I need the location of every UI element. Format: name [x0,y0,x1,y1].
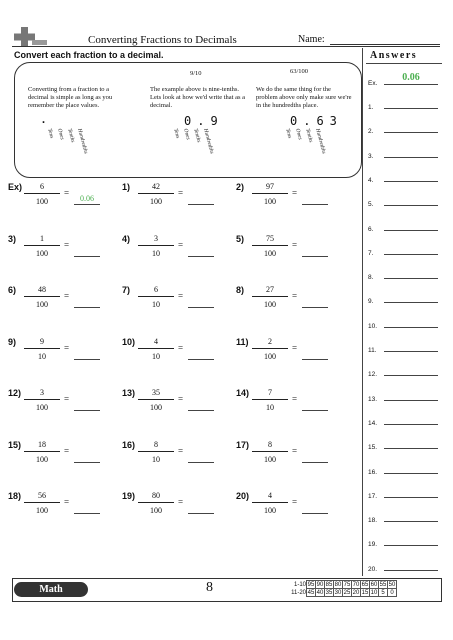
score-row-label: 1-10 [293,581,306,588]
answer-field[interactable] [302,297,328,308]
place-value-label: Tens [284,128,293,140]
place-value-label: Ones [182,128,191,141]
example-text-3: We do the same thing for the problem above only make sure we're in the hundredths place. [256,86,352,109]
fraction [138,285,174,309]
numerator: 6 [24,182,60,194]
problem-number: 19) [122,491,136,501]
answer-key-field[interactable] [384,436,438,449]
problem-number: 13) [122,388,136,398]
equals-sign: = [178,497,184,507]
answer-label: 12. [368,371,378,379]
problem-number: 2) [236,182,245,192]
answer-field[interactable] [302,246,328,257]
score-cell: 45 [307,589,315,596]
numerator: 8 [252,440,288,452]
fraction [252,337,288,361]
fraction [252,234,288,258]
fraction [24,337,60,361]
problem-number: 7) [122,285,131,295]
fraction [138,182,174,206]
denominator: 100 [36,248,48,258]
score-cell: 50 [388,581,396,588]
answer-field[interactable] [188,503,214,514]
equals-sign: = [64,188,70,198]
place-value-label: Tenths [66,128,76,144]
example-decimal-2: 0.63 [290,114,343,128]
equals-sign: = [64,239,70,250]
problem-number: 3) [8,233,17,244]
fraction [24,234,60,258]
equals-sign: = [178,188,184,198]
fraction [24,491,60,515]
score-cell: 85 [325,581,333,588]
answer-label: 11. [368,347,377,354]
equals-sign: = [64,291,70,301]
answer-field[interactable] [188,400,214,411]
answer-label: 17. [368,492,378,500]
problem-number: 4) [122,233,131,244]
denominator: 100 [264,197,276,206]
score-cell: 25 [343,589,351,596]
decimal-point-marker: . [42,112,45,126]
answer-field[interactable] [74,452,100,463]
example-text-1: Converting from a fraction to a decimal is simple as long as you remember the place values. [28,86,113,109]
answer-example-label: Ex. [368,80,378,87]
worksheet-title: Converting Fractions to Decimals [88,34,237,46]
numerator: 56 [24,491,60,503]
problem-number: 11) [236,336,249,347]
problem-number: 18) [8,491,22,501]
name-field[interactable] [330,44,440,45]
answer-key-field[interactable] [384,145,438,158]
problem-number: 9) [8,336,17,347]
answer-key-field[interactable] [384,363,438,376]
answer-label: 20. [368,565,378,573]
fraction [24,440,60,464]
answer-key-field[interactable] [384,242,438,255]
fraction [24,388,60,412]
score-cell: 30 [334,589,342,596]
example-fraction-1: 9/10 [190,70,202,77]
answer-field[interactable] [188,452,214,463]
fraction [252,182,288,206]
answer-label: 19. [368,541,378,549]
numerator: 75 [252,234,288,246]
place-value-label: Tenths [304,128,314,144]
fraction [252,491,288,515]
example-text-2: The example above is nine-tenths. Lets look at how we'd write that as a decimal. [150,86,246,109]
denominator: 100 [36,506,48,515]
answer-key-field[interactable] [384,509,438,522]
problem-number: 5) [236,233,245,244]
equals-sign: = [292,394,298,404]
denominator: 100 [150,403,162,412]
denominator: 100 [264,248,276,258]
numerator: 80 [138,491,174,503]
denominator: 10 [152,454,160,464]
problem-number: 6) [8,285,17,295]
denominator: 100 [264,454,276,464]
problem-number: 17) [236,439,250,450]
answer-label: 8. [368,274,374,282]
numerator: 42 [138,182,174,194]
answer-label: 13. [368,395,378,403]
answer-field[interactable] [302,194,328,205]
problem-number: 20) [236,491,250,501]
denominator: 10 [266,403,274,412]
answer-field[interactable]: 0.06 [74,194,100,205]
fraction [24,285,60,309]
name-label: Name: [298,34,325,45]
numerator: 7 [252,388,288,400]
answer-field[interactable] [302,503,328,514]
answer-key-field[interactable] [384,388,438,401]
denominator: 100 [36,454,48,464]
place-value-label: Hundredths [76,128,89,155]
answer-key-field[interactable] [384,193,438,206]
score-cell: 40 [316,589,324,596]
score-cell: 70 [352,581,360,588]
numerator: 35 [138,388,174,400]
equals-sign: = [178,239,184,250]
score-cell: 65 [361,581,369,588]
answer-key-field[interactable] [384,339,438,352]
numerator: 8 [138,440,174,452]
problem-number: 12) [8,388,22,398]
equals-sign: = [292,239,298,250]
fraction [138,440,174,464]
answer-label: 15. [368,444,378,452]
answer-key-field[interactable] [384,412,438,425]
answer-key-field[interactable] [384,96,438,109]
denominator: 10 [152,248,160,258]
example-decimal-1: 0.9 [184,114,224,128]
answer-field[interactable] [74,297,100,308]
numerator: 3 [24,388,60,400]
numerator: 6 [138,285,174,297]
answer-key-field[interactable] [384,485,438,498]
divider [12,46,440,47]
answer-field[interactable] [302,452,328,463]
numerator: 18 [24,440,60,452]
denominator: 10 [38,351,46,361]
place-value-label: Hundredths [314,128,327,155]
answer-key-field[interactable] [384,533,438,546]
denominator: 100 [36,403,48,412]
score-cell: 35 [325,589,333,596]
place-value-label: Hundredths [202,128,215,155]
answer-field[interactable] [188,246,214,257]
problem-number: 10) [122,336,136,347]
equals-sign: = [178,291,184,301]
score-cell: 20 [352,589,360,596]
answer-label: 3. [368,152,374,160]
equals-sign: = [292,291,298,301]
answer-label: 6. [368,225,374,233]
score-cell: 10 [370,589,378,596]
answer-label: 10. [368,322,378,330]
numerator: 1 [24,234,60,246]
numerator: 48 [24,285,60,297]
fraction [252,440,288,464]
answers-heading: Answers [370,50,418,61]
answer-key-field[interactable] [384,290,438,303]
answer-field[interactable] [188,349,214,360]
answer-field[interactable] [74,246,100,257]
equals-sign: = [64,342,70,353]
score-cell: 15 [361,589,369,596]
answer-label: 18. [368,517,378,525]
score-cell: 60 [370,581,378,588]
equals-sign: = [292,188,298,198]
answer-label: 5. [368,201,374,209]
equals-sign: = [292,445,298,456]
score-cell: 90 [316,581,324,588]
fraction [252,388,288,412]
score-row [284,589,397,597]
fraction [138,234,174,258]
fraction [138,491,174,515]
problem-number: 14) [236,388,250,398]
answer-label: 16. [368,468,378,476]
answer-field[interactable] [302,349,328,360]
example-fraction-2: 63/100 [290,68,309,75]
equals-sign: = [292,342,298,353]
score-cell: 80 [334,581,342,588]
answer-label: 7. [368,249,374,257]
score-row [284,581,397,589]
numerator: 2 [252,337,288,349]
denominator: 100 [264,300,276,309]
fraction [24,182,60,206]
equals-sign: = [178,342,184,353]
equals-sign: = [178,445,184,456]
place-value-label: Ones [294,128,303,141]
place-value-label: Tens [46,128,55,140]
problem-number: 8) [236,285,245,295]
equals-sign: = [178,394,184,404]
denominator: 100 [264,506,276,515]
answer-label: 2. [368,128,374,136]
answer-field[interactable] [302,400,328,411]
answer-key-field[interactable] [384,218,438,231]
numerator: 4 [138,337,174,349]
answer-key-field[interactable] [384,169,438,182]
subject-badge: Math [14,582,88,597]
answer-key-field[interactable] [384,266,438,279]
denominator: 100 [36,300,48,309]
answer-example-value: 0.06 [384,72,438,85]
equals-sign: = [292,497,298,507]
score-cell: 95 [307,581,315,588]
score-table [284,580,397,597]
answer-label: 4. [368,176,374,184]
answer-key-field[interactable] [384,461,438,474]
denominator: 100 [36,197,48,206]
answer-field[interactable] [74,400,100,411]
answer-field[interactable] [188,297,214,308]
equals-sign: = [64,497,70,507]
instructions: Convert each fraction to a decimal. [14,50,164,60]
answer-key-field[interactable] [384,558,438,571]
numerator: 4 [252,491,288,503]
answer-field[interactable] [74,503,100,514]
score-cell: 0 [388,589,397,597]
fraction [138,388,174,412]
place-value-label: Tens [172,128,181,140]
score-cell: 75 [343,581,351,588]
problem-number: 15) [8,439,22,450]
denominator: 10 [152,300,160,309]
numerator: 97 [252,182,288,194]
numerator: 3 [138,234,174,246]
denominator: 10 [152,351,160,361]
problem-number: Ex) [8,182,23,192]
score-cell: 55 [379,581,387,588]
numerator: 9 [24,337,60,349]
denominator: 100 [264,351,276,361]
score-row-label: 11-20 [291,589,306,596]
page-number: 8 [206,580,213,595]
answer-key-field[interactable] [384,120,438,133]
answer-label: 14. [368,419,378,427]
answers-heading-underline [366,63,442,64]
denominator: 100 [150,506,162,515]
place-value-label: Ones [56,128,65,141]
answer-field[interactable] [74,349,100,360]
equals-sign: = [64,445,70,456]
score-cell: 5 [379,589,388,597]
numerator: 27 [252,285,288,297]
answer-field[interactable] [188,194,214,205]
answer-label: 9. [368,298,374,306]
math-symbols-icon [12,26,48,53]
problem-number: 1) [122,182,131,192]
denominator: 100 [150,197,162,206]
fraction [138,337,174,361]
problem-number: 16) [122,439,136,450]
equals-sign: = [64,394,70,404]
place-value-label: Tenths [192,128,202,144]
answer-label: 1. [368,104,374,111]
answer-key-field[interactable] [384,315,438,328]
fraction [252,285,288,309]
